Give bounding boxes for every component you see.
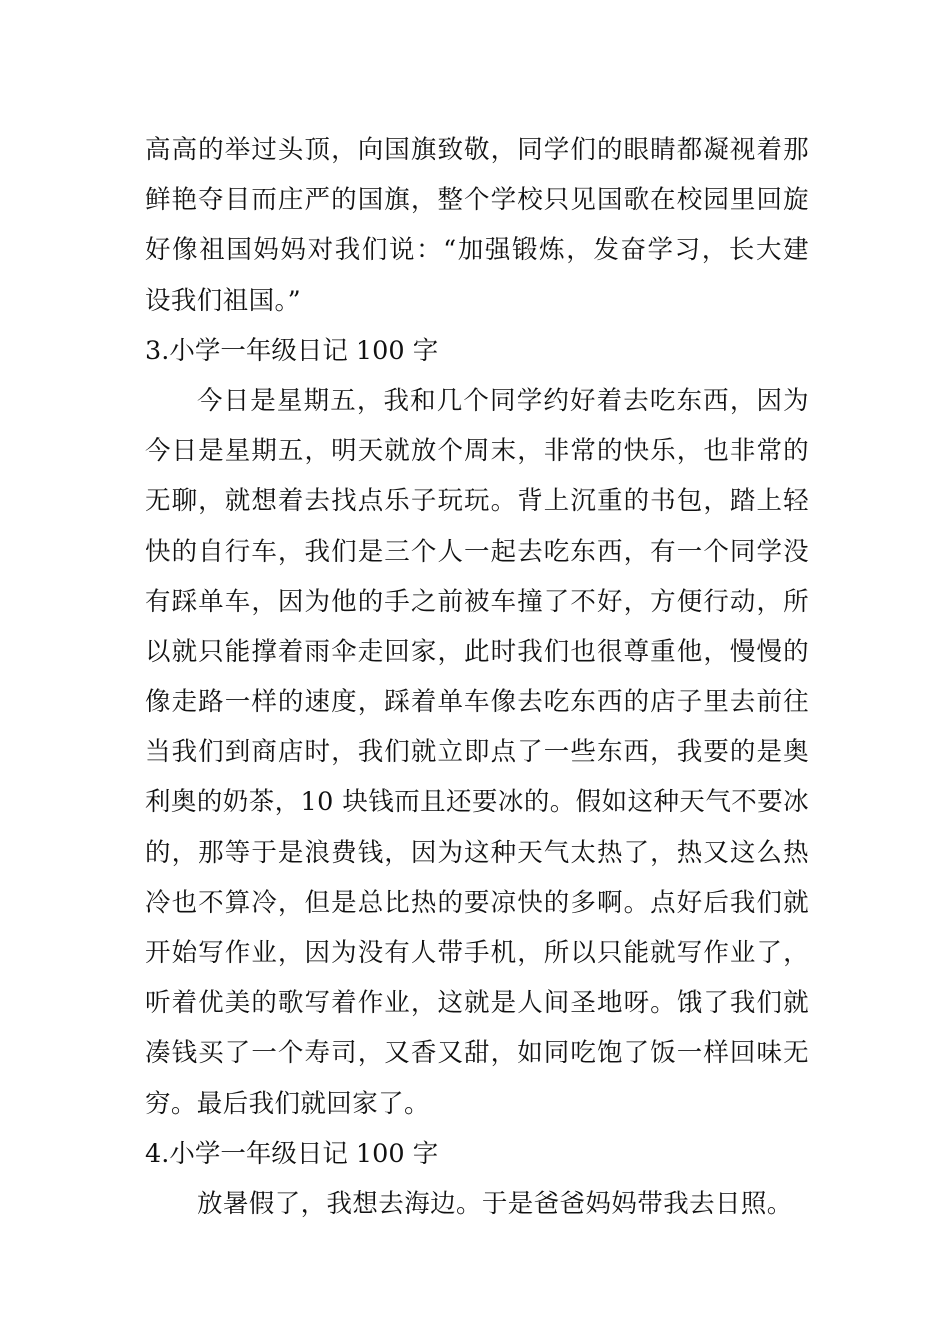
text-line: 冷也不算冷，但是总比热的要凉快的多啊。点好后我们就 — [145, 887, 809, 918]
text-line: 穷。最后我们就回家了。 — [145, 1088, 430, 1119]
text-line: 快的自行车，我们是三个人一起去吃东西，有一个同学没 — [145, 536, 809, 567]
text-line: 今日是星期五，我和几个同学约好着去吃东西，因为 — [197, 385, 809, 416]
paragraph-continued — [145, 125, 809, 326]
paragraph-diary-3 — [145, 376, 809, 1129]
text-line: 利奥的奶茶，10 块钱而且还要冰的。假如这种天气不要冰 — [145, 787, 809, 818]
paragraph-diary-4 — [145, 1179, 809, 1229]
text-line: 开始写作业，因为没有人带手机，所以只能就写作业了， — [145, 938, 809, 968]
text-line: 高高的举过头顶，向国旗致敬，同学们的眼睛都凝视着那 — [145, 135, 809, 165]
section-heading-3: 3.小学一年级日记 100 字 — [145, 335, 439, 366]
section-heading-4: 4.小学一年级日记 100 字 — [145, 1138, 439, 1169]
document-page — [145, 125, 809, 1229]
text-line: 听着优美的歌写着作业，这就是人间圣地呀。饿了我们就 — [145, 988, 809, 1019]
text-line: 设我们祖国。” — [145, 285, 302, 316]
text-line: 放暑假了，我想去海边。于是爸爸妈妈带我去日照。 — [197, 1188, 793, 1219]
text-line: 的，那等于是浪费钱，因为这种天气太热了，热又这么热 — [145, 837, 809, 868]
text-line: 有踩单车，因为他的手之前被车撞了不好，方便行动，所 — [145, 586, 809, 617]
text-line: 无聊，就想着去找点乐子玩玩。背上沉重的书包，踏上轻 — [145, 486, 809, 517]
text-line: 凑钱买了一个寿司，又香又甜，如同吃饱了饭一样回味无 — [145, 1038, 809, 1069]
text-line: 像走路一样的速度，踩着单车像去吃东西的店子里去前往 — [145, 687, 809, 718]
text-line: 好像祖国妈妈对我们说：“加强锻炼，发奋学习，长大建 — [145, 235, 809, 266]
text-line: 当我们到商店时，我们就立即点了一些东西，我要的是奥 — [145, 737, 809, 768]
text-line: 以就只能撑着雨伞走回家，此时我们也很尊重他，慢慢的 — [145, 636, 809, 667]
text-line: 鲜艳夺目而庄严的国旗，整个学校只见国歌在校园里回旋 — [145, 185, 809, 216]
text-line: 今日是星期五，明天就放个周末，非常的快乐，也非常的 — [145, 436, 809, 467]
